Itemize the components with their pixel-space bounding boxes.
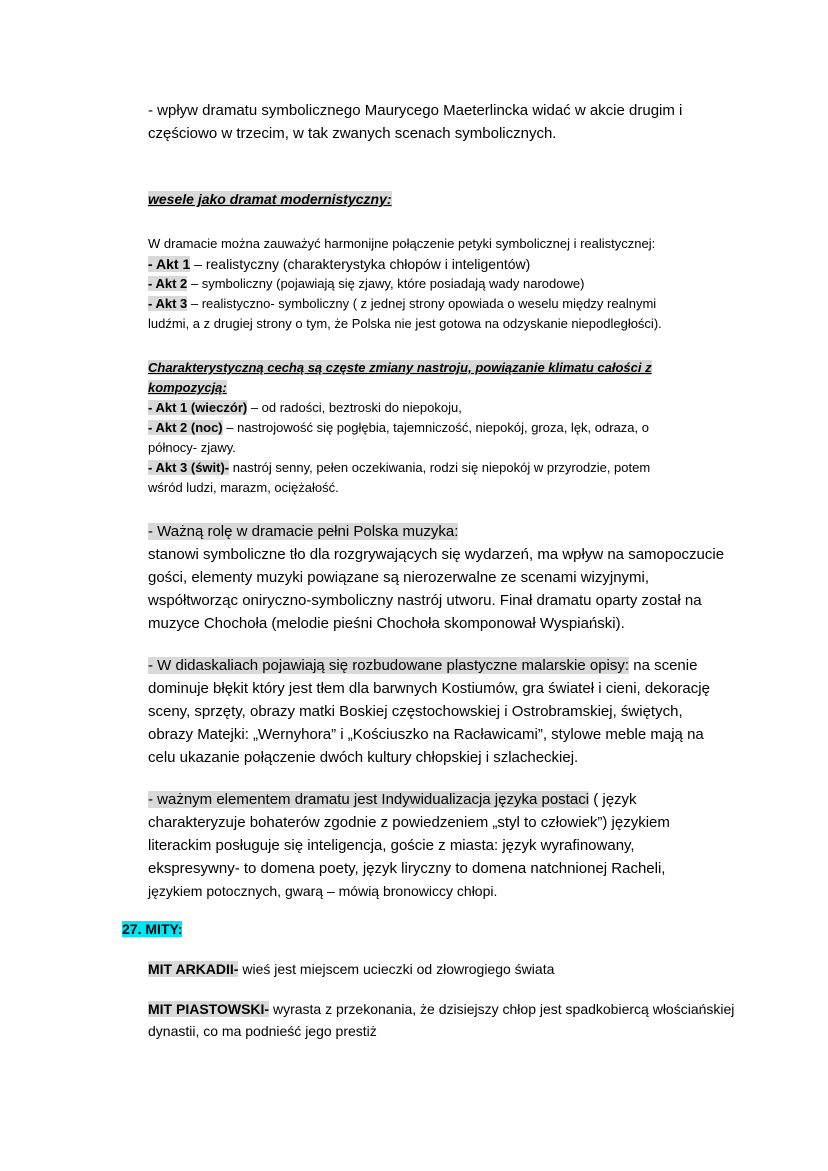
didascalia-line-1-rest: na scenie — [629, 657, 698, 674]
act-3-continuation: ludźmi, a z drugiej strony o tym, że Polska nie jest gotowa na odzyskanie niepodległości). — [148, 316, 662, 331]
language-row-1 — [148, 788, 768, 811]
mood-act-3-text: nastrój senny, pełen oczekiwania, rodzi się niepokój w przyrodzie, potem — [229, 460, 651, 475]
intro-line-1: - wpływ dramatu symbolicznego Maurycego Maeterlincka widać w akcie drugim i — [148, 102, 683, 119]
music-highlight-row — [148, 520, 768, 543]
act-2-text: – symboliczny (pojawiają się zjawy, które posiadają wady narodowe) — [187, 276, 585, 291]
myth-piast-text: wyrasta z przekonania, że dzisiejszy chłop jest spadkobiercą włościańskiej — [269, 1001, 735, 1017]
language-line-3: literackim posługuje się inteligencja, goście z miasta: język wyrafinowany, — [148, 837, 635, 854]
act-1-text: – realistyczny (charakterystyka chłopów i inteligentów) — [190, 256, 531, 272]
music-line-4: muzyce Chochoła (melodie pieśni Chochoła skomponował Wyspiański). — [148, 615, 625, 632]
didascalia-row-1 — [148, 654, 768, 677]
mood-act-1-label: - Akt 1 (wieczór) — [148, 400, 248, 415]
myth-piast-label: MIT PIASTOWSKI- — [148, 1001, 270, 1017]
myth-piast — [148, 998, 768, 1042]
language-highlight: - ważnym elementem dramatu jest Indywidualizacja języka postaci — [148, 791, 590, 808]
modernist-heading: wesele jako dramat modernistyczny: — [148, 191, 392, 207]
music-line-2: gości, elementy muzyki powiązane są nierozerwalne ze scenami wizyjnymi, — [148, 569, 650, 586]
act-3-label: - Akt 3 — [148, 296, 188, 311]
myth-piast-continuation: dynastii, co ma podnieść jego prestiż — [148, 1023, 377, 1039]
mood-act-1-row — [148, 398, 768, 418]
act-3-row — [148, 294, 768, 314]
myths-heading-row — [122, 918, 742, 940]
language-line-4: ekspresywny- to domena poety, język liryczny to domena natchnionej Racheli, — [148, 860, 666, 877]
didascalia-line-4: obrazy Matejki: „Wernyhora” i „Kościuszko na Racławicami”, stylowe meble mają na — [148, 726, 704, 743]
mood-act-2-text: – nastrojowość się pogłębia, tajemniczość, niepokój, groza, lęk, odraza, o — [222, 420, 649, 435]
act-3-text: – realistyczno- symboliczny ( z jednej strony opowiada o weselu między realnymi — [187, 296, 657, 311]
mood-act-3-continuation: wśród ludzi, marazm, ociężałość. — [148, 480, 339, 495]
myths-heading: 27. MITY: — [122, 921, 183, 937]
act-2-label: - Akt 2 — [148, 276, 188, 291]
didascalia-highlight: - W didaskaliach pojawiają się rozbudowane plastyczne malarskie opisy: — [148, 657, 630, 674]
intro-line-2: częściowo w trzecim, w tak zwanych scenach symbolicznych. — [148, 125, 557, 142]
music-section — [148, 520, 768, 635]
mood-heading-line-2: kompozycją: — [148, 380, 227, 395]
myth-piast-row — [148, 998, 768, 1020]
mood-section — [148, 358, 768, 498]
intro-paragraph — [148, 99, 768, 145]
language-line-1-rest: ( język — [589, 791, 637, 808]
mood-heading-row-1 — [148, 358, 768, 378]
language-line-2: charakteryzuje bohaterów zgodnie z powiedzeniem „styl to człowiek”) językiem — [148, 814, 670, 831]
mood-act-3-label: - Akt 3 (świt)- — [148, 460, 230, 475]
myth-arkadia-text: wieś jest miejscem ucieczki od złowrogiego świata — [238, 961, 555, 977]
didascalia-line-2: dominuje błękit który jest tłem dla barwnych Kostiumów, gra świateł i cieni, dekorację — [148, 680, 710, 697]
didascalia-line-5: celu ukazanie połączenie dwóch kultury chłopskiej i szlacheckiej. — [148, 749, 579, 766]
mood-act-2-row — [148, 418, 768, 438]
mood-heading-row-2 — [148, 378, 768, 398]
mood-act-2-label: - Akt 2 (noc) — [148, 420, 223, 435]
mood-heading-line-1: Charakterystyczną cechą są częste zmiany nastroju, powiązanie klimatu całości z — [148, 360, 652, 375]
language-section — [148, 788, 768, 903]
music-line-1: stanowi symboliczne tło dla rozgrywających się wydarzeń, ma wpływ na samopoczucie — [148, 546, 725, 563]
music-highlight: - Ważną rolę w dramacie pełni Polska muzyka: — [148, 523, 459, 540]
music-line-3: współtworząc oniryczno-symboliczny nastrój utworu. Finał dramatu oparty został na — [148, 592, 702, 609]
didascalia-section — [148, 654, 768, 769]
language-line-5: językiem potocznych, gwarą – mówią bronowiccy chłopi. — [148, 883, 498, 899]
mood-act-3-row — [148, 458, 768, 478]
modernist-section — [148, 234, 768, 334]
didascalia-line-3: sceny, sprzęty, obrazy matki Boskiej częstochowskiej i Ostrobramskiej, świętych, — [148, 703, 683, 720]
act-2-row — [148, 274, 768, 294]
modernist-heading-row — [148, 188, 768, 210]
modernist-intro: W dramacie można zauważyć harmonijne połączenie petyki symbolicznej i realistycznej: — [148, 236, 656, 251]
mood-act-1-text: – od radości, beztroski do niepokoju, — [247, 400, 462, 415]
myth-arkadia-label: MIT ARKADII- — [148, 961, 239, 977]
act-1-label: - Akt 1 — [148, 256, 191, 272]
myth-arkadia — [148, 958, 768, 980]
act-1-row — [148, 254, 768, 274]
mood-act-2-continuation: północy- zjawy. — [148, 440, 236, 455]
